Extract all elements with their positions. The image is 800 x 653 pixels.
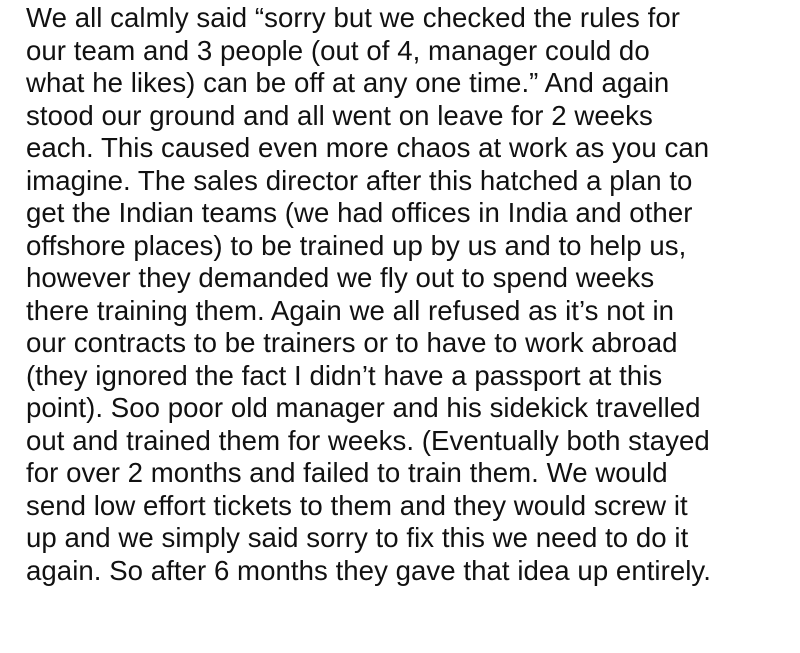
- text-line-10: there training them. Again we all refused as it’s not in: [26, 294, 675, 326]
- text-line-14: out and trained them for weeks. (Eventually both stayed: [26, 424, 710, 456]
- text-line-16: send low effort tickets to them and they would screw it: [26, 489, 688, 521]
- text-line-6: imagine. The sales director after this hatched a plan to: [26, 164, 693, 196]
- text-line-17: up and we simply said sorry to fix this we need to do it: [26, 522, 689, 553]
- text-line-1: We all calmly said “sorry but we checked the rules for: [26, 2, 680, 33]
- story-text-block: [26, 2, 796, 587]
- text-line-2: our team and 3 people (out of 4, manager could do: [26, 34, 650, 66]
- text-line-8: offshore places) to be trained up by us and to help us,: [26, 229, 687, 261]
- text-line-12: (they ignored the fact I didn’t have a passport at this: [26, 359, 663, 391]
- text-line-7: get the Indian teams (we had offices in India and other: [26, 197, 693, 228]
- text-line-11: our contracts to be trainers or to have to work abroad: [26, 327, 678, 358]
- text-line-3: what he likes) can be off at any one time.” And again: [26, 67, 670, 98]
- text-line-15: for over 2 months and failed to train them. We would: [26, 457, 668, 488]
- text-line-5: each. This caused even more chaos at work as you can: [26, 132, 710, 163]
- text-line-18: again. So after 6 months they gave that idea up entirely.: [26, 554, 711, 586]
- text-line-9: however they demanded we fly out to spend weeks: [26, 262, 655, 293]
- text-line-4: stood our ground and all went on leave for 2 weeks: [26, 99, 653, 131]
- text-line-13: point). Soo poor old manager and his sidekick travelled: [26, 392, 701, 423]
